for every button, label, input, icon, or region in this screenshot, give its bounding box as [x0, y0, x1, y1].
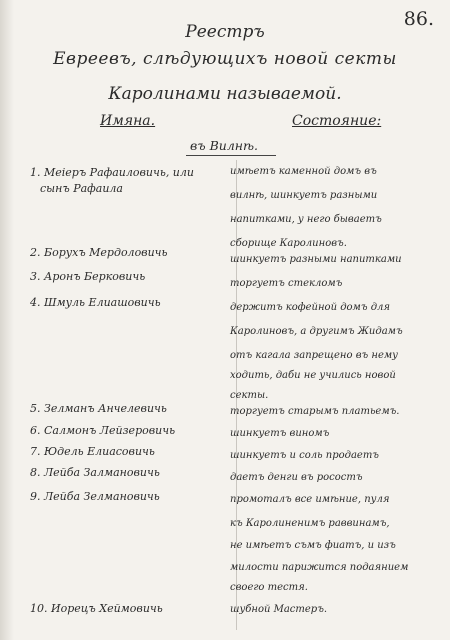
title-line-3: Каролинами называемой. — [108, 84, 342, 104]
place-underline — [186, 155, 276, 156]
entry-status: напитками, у него бываетъ — [230, 214, 382, 225]
entry-status: отъ кагала запрещено въ нему — [230, 350, 398, 361]
entry-status: торгуетъ старымъ платьемъ. — [230, 406, 400, 417]
entry-status: секты. — [230, 390, 269, 401]
entry-name: 8. Лейба Залмановичь — [30, 466, 160, 479]
entry-status: своего тестя. — [230, 582, 308, 593]
folio-number: 86. — [403, 8, 434, 30]
entry-status: шубной Мастеръ. — [230, 604, 328, 615]
entry-status: держитъ кофейной домъ для — [230, 302, 391, 313]
status-column-header: Состояние: — [292, 113, 382, 129]
entry-name: 5. Зелманъ Анчелевичь — [30, 402, 167, 415]
entry-status: милости парижится подаянием — [230, 562, 409, 573]
entry-name: 4. Шмуль Елиашовичь — [30, 296, 161, 309]
title-line-1: Реестръ — [185, 22, 265, 42]
entry-name: 1. Меіеръ Рафаиловичь, или — [30, 166, 194, 179]
entry-status: шинкуетъ виномъ — [230, 428, 330, 439]
entry-status: не имѣетъ съмъ фиатъ, и изъ — [230, 540, 396, 551]
names-column-header: Имяна. — [100, 113, 156, 129]
entry-name: 3. Аронъ Берковичь — [30, 270, 146, 283]
entry-status: ходить, даби не учились новой — [230, 370, 396, 381]
entry-status: къ Каролиненимъ раввинамъ, — [230, 518, 390, 529]
entry-status: имѣетъ каменной домъ въ — [230, 166, 377, 177]
entry-status: сборище Каролиновъ. — [230, 238, 347, 249]
entry-name: 10. Иорецъ Хеймовичь — [30, 602, 163, 615]
entry-status: шинкуетъ разными напитками — [230, 254, 402, 265]
entry-status: промоталъ все имѣние, пуля — [230, 494, 390, 505]
entry-name: 2. Борухъ Мердоловичь — [30, 246, 168, 259]
entry-status: торгуетъ стекломъ — [230, 278, 343, 289]
title-line-2: Евреевъ, слѣдующихъ новой секты — [53, 49, 397, 69]
entry-name: 7. Юдель Елиасовичь — [30, 445, 155, 458]
entry-status: шинкуетъ и соль продаетъ — [230, 450, 379, 461]
entry-status: даетъ денги въ росостъ — [230, 472, 363, 483]
place-heading: въ Вилнѣ. — [190, 138, 259, 153]
entry-name: сынъ Рафаила — [40, 182, 123, 195]
entry-name: 6. Салмонъ Лейзеровичь — [30, 424, 176, 437]
entry-name: 9. Лейба Зелмановичь — [30, 490, 160, 503]
entry-status: вилнѣ, шинкуетъ разными — [230, 190, 378, 201]
entry-status: Каролиновъ, а другимъ Жидамъ — [230, 326, 403, 337]
